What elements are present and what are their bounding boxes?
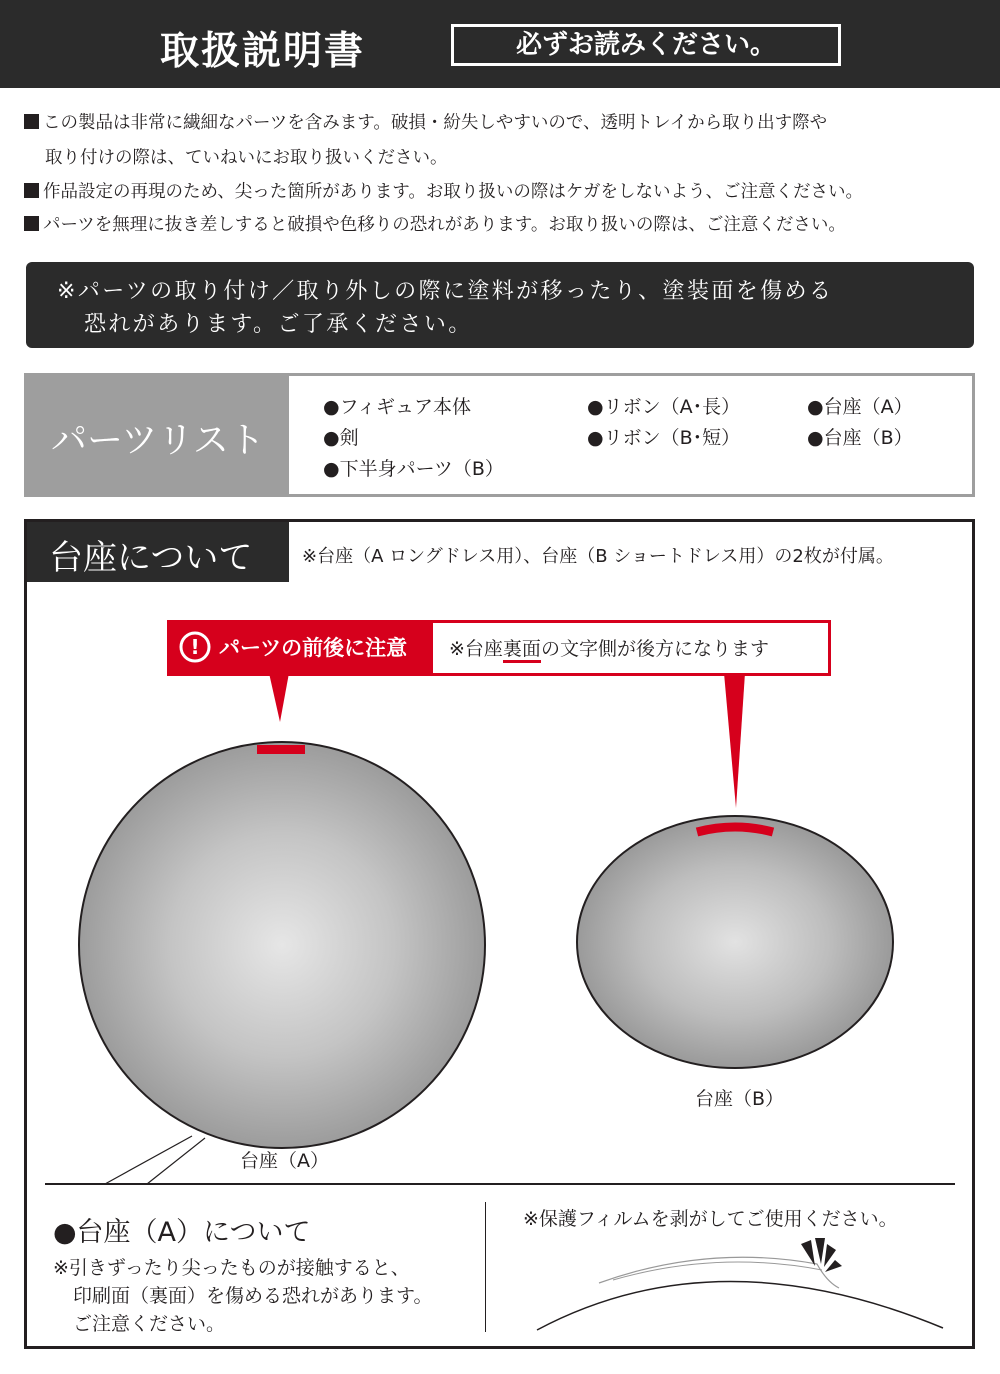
base-edge-curve (537, 1281, 943, 1330)
base-a-circle (79, 742, 485, 1148)
square-bullet-icon (24, 183, 39, 198)
pointer-b (724, 673, 745, 808)
base-a-caption: 台座（A） (240, 1150, 329, 1172)
film-curve (599, 1257, 839, 1288)
note-item (24, 180, 863, 204)
note-item (24, 213, 846, 237)
svg-text:!: ! (190, 635, 200, 659)
peel-mark (815, 1238, 825, 1264)
paint-warning-box (26, 262, 974, 348)
note-item-continued: 取り付けの際は、ていねいにお取り扱いください。 (45, 148, 448, 168)
zoom-line (105, 1136, 192, 1184)
note-item (24, 111, 827, 135)
note-text: 作品設定の再現のため、尖った箇所があります。お取り扱いの際はケガをしないよう、ご注意ください。 (43, 182, 864, 202)
section-divider (45, 1183, 955, 1185)
square-bullet-icon (24, 114, 39, 129)
base-included-note: ※台座（A ロングドレス用）、台座（B ショートドレス用）の2枚が付属。 (302, 546, 894, 567)
caution-label: パーツの前後に注意 (219, 636, 408, 660)
note-text: パーツを無理に抜き差しすると破損や色移りの恐れがあります。お取り扱いの際は、ご注意ください。 (43, 215, 846, 235)
base-b-ellipse (577, 816, 893, 1068)
protective-film-note: ※保護フィルムを剥がしてご使用ください。 (523, 1208, 898, 1230)
header-bar (0, 0, 1000, 88)
base-b-front-mark (697, 827, 773, 832)
underlined-back-side: 裏面 (503, 638, 541, 663)
caution-banner (167, 620, 831, 676)
part-item: ●リボン（A･長） (587, 396, 741, 418)
about-base-a-line: ご注意ください。 (73, 1313, 226, 1335)
part-item: ●台座（B） (807, 427, 913, 449)
base-b-caption: 台座（B） (695, 1088, 785, 1110)
base-section (24, 519, 975, 1349)
page-title: 取扱説明書 (160, 29, 366, 74)
part-item: ●剣 (323, 427, 359, 449)
film-curve (613, 1262, 822, 1280)
square-bullet-icon (24, 216, 39, 231)
part-item: ●下半身パーツ（B） (323, 458, 504, 480)
exclamation-icon (178, 630, 212, 664)
base-section-title: 台座について (49, 538, 253, 578)
parts-list-header (27, 376, 289, 494)
base-a-front-mark (257, 745, 305, 754)
caution-text: ※台座裏面の文字側が後方になります (449, 634, 769, 661)
part-item: ●リボン（B･短） (587, 427, 741, 449)
pointer-a (269, 673, 289, 722)
caution-text-box (433, 623, 828, 673)
part-item: ●フィギュア本体 (323, 396, 472, 418)
must-read-label: 必ずお読みください。 (515, 30, 776, 60)
parts-list-title: パーツリスト (51, 420, 265, 461)
column-divider (485, 1202, 486, 1332)
parts-list-box (24, 373, 975, 497)
about-base-a-line: ※引きずったり尖ったものが接触すると、 (53, 1257, 410, 1279)
must-read-badge (451, 24, 841, 66)
note-text: この製品は非常に繊細なパーツを含みます。破損・紛失しやすいので、透明トレイから取り出す際や (43, 113, 828, 133)
part-item: ●台座（A） (807, 396, 913, 418)
warning-line-1: ※パーツの取り付け／取り外しの際に塗料が移ったり、塗装面を傷める (57, 279, 834, 304)
about-base-a-line: 印刷面（裏面）を傷める恐れがあります。 (73, 1285, 433, 1307)
about-base-a-title: ●台座（A）について (53, 1217, 311, 1248)
warning-line-2: 恐れがあります。ご了承ください。 (84, 312, 473, 337)
